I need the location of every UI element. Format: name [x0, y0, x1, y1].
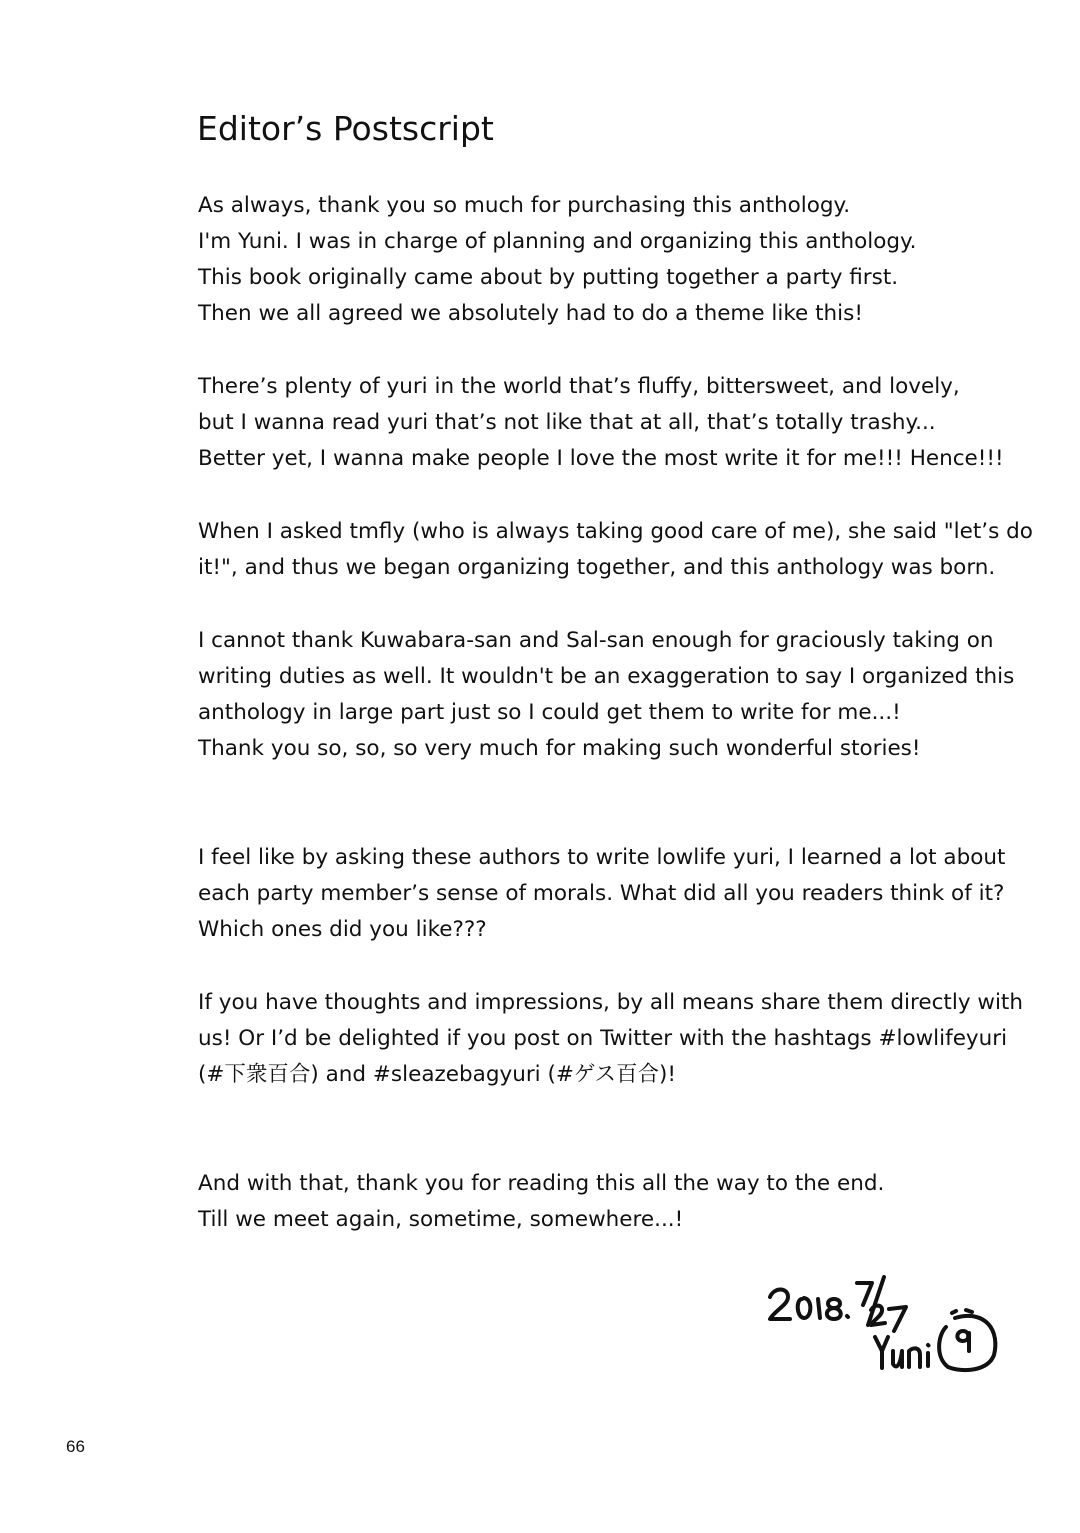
text-line: If you have thoughts and impressions, by all means share them directly with: [198, 990, 1023, 1015]
text-line: Which ones did you like???: [198, 917, 487, 942]
text-line: When I asked tmfly (who is always taking good care of me), she said "let’s do: [198, 519, 1033, 544]
text-line: it!", and thus we began organizing together, and this anthology was born.: [198, 555, 996, 580]
text-line: Better yet, I wanna make people I love the most write it for me!!! Hence!!!: [198, 446, 1004, 471]
text-line: I'm Yuni. I was in charge of planning and organizing this anthology.: [198, 229, 917, 254]
text-line: anthology in large part just so I could get them to write for me...!: [198, 700, 901, 725]
text-line: Then we all agreed we absolutely had to do a theme like this!: [198, 301, 863, 326]
text-line: writing duties as well. It wouldn't be an exaggeration to say I organized this: [198, 664, 1015, 689]
signature-drawing: [760, 1275, 1010, 1385]
text-line: I feel like by asking these authors to write lowlife yuri, I learned a lot about: [198, 845, 1006, 870]
text-line: I cannot thank Kuwabara-san and Sal-san enough for graciously taking on: [198, 628, 994, 653]
text-line: (#下衆百合) and #sleazebagyuri (#ゲス百合)!: [198, 1062, 677, 1087]
handwritten-signature: [760, 1275, 1010, 1385]
page-title: Editor’s Postscript: [197, 109, 494, 148]
text-line: As always, thank you so much for purchasing this anthology.: [198, 193, 851, 218]
text-line: us! Or I’d be delighted if you post on Twitter with the hashtags #lowlifeyuri: [198, 1026, 1008, 1051]
text-line: but I wanna read yuri that’s not like that at all, that’s totally trashy...: [198, 410, 936, 435]
text-line: There’s plenty of yuri in the world that’s fluffy, bittersweet, and lovely,: [198, 374, 960, 399]
text-line: Till we meet again, sometime, somewhere...!: [198, 1207, 684, 1232]
text-line: This book originally came about by putting together a party first.: [198, 265, 899, 290]
text-line: And with that, thank you for reading this all the way to the end.: [198, 1171, 885, 1196]
text-line: each party member’s sense of morals. What did all you readers think of it?: [198, 881, 1005, 906]
page-number: 66: [66, 1437, 85, 1456]
text-line: Thank you so, so, so very much for making such wonderful stories!: [198, 736, 921, 761]
